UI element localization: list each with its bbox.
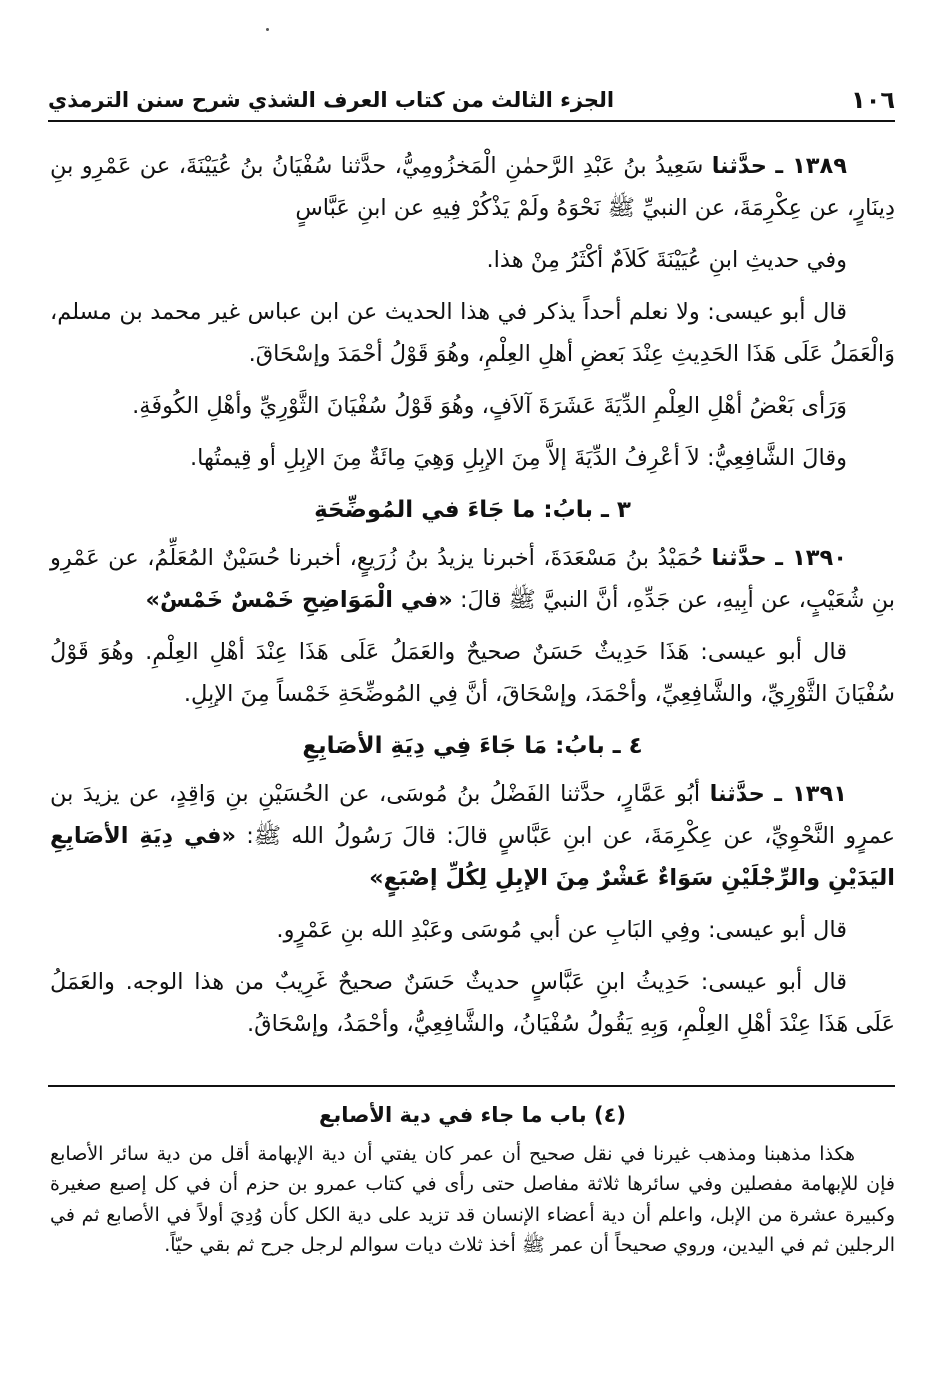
chapter-heading-4: ٤ ـ بابُ: مَا جَاءَ فِي دِيَةِ الأصَابِعِ	[302, 733, 643, 759]
chapter-heading-3: ٣ ـ بابُ: ما جَاءَ في المُوضِّحَةِ	[314, 497, 631, 523]
hadith-chain: أبُو عَمَّارٍ، حدَّثنا الفَضْلُ بنُ مُوسَى، عن الحُسَيْنِ بنِ وَاقِدٍ، عن يزيدَ بن عمرٍو النَّحْوِيِّ، عن عِكْرِمَةَ، عن ابنِ عَبَّاسٍ قالَ: قالَ رَسُولُ الله ﷺ:	[50, 781, 896, 849]
paragraph-9: قال أبو عيسى: وفِي البَابِ عن أبي مُوسَى وعَبْدِ الله بنِ عَمْرٍو.	[276, 917, 847, 943]
hadith-matn: «في الْمَوَاضِحِ خَمْسٌ خَمْسٌ»	[145, 587, 453, 613]
paragraph-3: قال أبو عيسى: ولا نعلم أحداً يذكر في هذا الحديث عن ابن عباس غير محمد بن مسلم، وَالْعَمَلُ عَلَى هَذَا الحَدِيثِ عِنْدَ بَعضِ أهلِ العِلْمِ، وهُوَ قَوْلُ أحْمَدَ وإسْحَاقَ.	[50, 299, 895, 367]
hadith-chain: حُمَيْدُ بنُ مَسْعَدَةَ، أخبرنا يزيدُ بنُ زُرَيعٍ، أخبرنا حُسَيْنٌ المُعَلِّمُ، عن عَمْرِو بنِ شُعَيْبٍ، عن أبِيهِ، عن جَدِّهِ، أنَّ النبيَّ ﷺ قالَ:	[50, 545, 895, 613]
paragraph-5: وقالَ الشَّافِعِيُّ: لاَ أعْرِفُ الدِّيَةَ إلاَّ مِنَ الإبِلِ وَهِيَ مِائَةٌ مِنَ الإبِلِ أو قِيمتُها.	[189, 445, 847, 471]
scan-speck	[266, 28, 269, 31]
running-title: الجزء الثالث من كتاب العرف الشذي شرح سنن الترمذي	[48, 88, 615, 112]
paragraph-7: قال أبو عيسى: هَذَا حَدِيثٌ حَسَنٌ صحيحٌ والعَمَلُ عَلَى هَذَا عِنْدَ أهْلِ العِلْمِ. وهُوَ قَوْلُ سُفْيَانَ الثَّوْرِيِّ، والشَّافِعِيِّ، وأحْمَدَ، وإسْحَاقَ، أنَّ فِي المُوضِّحَةِ خَمْساً مِنَ الإبِلِ.	[50, 639, 895, 707]
haddathana-label: حدَّثنا	[711, 153, 767, 179]
paragraph-4: وَرَأى بَعْضُ أهْلِ العِلْمِ الدِّيَةَ عَشَرَةَ آلاَفٍ، وهُوَ قَوْلُ سُفْيَانَ الثَّوْرِيِّ وأهْلِ الكُوفَةِ.	[132, 393, 847, 419]
hadith-chain: سَعِيدُ بنُ عَبْدِ الرَّحمٰنِ الْمَخزُومِيُّ، حدَّثنا سُفْيَانُ بنُ عُيَيْنَةَ، عن عَمْرِو بنِ دِينَارٍ، عن عِكْرِمَةَ، عن النبيِّ ﷺ نَحْوَهُ ولَمْ يَذْكُرْ فِيهِ عن ابنِ عَبَّاسٍ	[50, 153, 895, 221]
commentary-title: (٤) باب ما جاء في دية الأصابع	[318, 1103, 627, 1127]
haddathana-label: حدَّثنا	[709, 781, 765, 807]
page-number: ١٠٦	[851, 86, 895, 114]
haddathana-label: حدَّثنا	[711, 545, 767, 571]
hadith-matn: «في دِيَةِ الأصَابِعِ اليَدَيْنِ والرِّجْلَيْنِ سَوَاءٌ عَشْرٌ مِنَ الإبِلِ لِكُلِّ إصْبَعٍ»	[50, 823, 895, 891]
commentary-body: هكذا مذهبنا ومذهب غيرنا في نقل صحيح أن عمر كان يفتي أن دية الإبهامة أقل من دية سائر الأصابع فإن للإبهامة مفصلين وفي سائرها ثلاثة مفاصل حتى رأى في كتاب عمرو بن حزم أن في كل إصبع صغيرة وكبيرة عشرة من الإبل، واعلم أن دية أعضاء الإنسان قد تزيد على دية الكل كأن وُدِيَ أولاً في الأصابع ثم في الرجلين ثم في اليدين، وروي صحيحاً أن عمر ﷺ أخذ ثلاث ديات سوالم لرجل جرح ثم بقي حيّاً.	[50, 1142, 895, 1256]
footnote-divider	[48, 1085, 895, 1087]
main-text	[50, 145, 895, 1055]
page-header	[48, 80, 895, 122]
hadith-1390	[50, 537, 895, 621]
hadith-number: ١٣٩١ ـ	[774, 781, 847, 807]
hadith-1391	[50, 773, 895, 899]
commentary-section	[50, 1100, 895, 1261]
hadith-1389	[50, 145, 895, 229]
paragraph-2: وفي حديثِ ابنِ عُيَيْنَةَ كَلاَمٌ أكْثَرُ مِنْ هذا.	[486, 247, 847, 273]
hadith-number: ١٣٨٩ ـ	[775, 153, 848, 179]
paragraph-10: قال أبو عيسى: حَدِيثُ ابنِ عَبَّاسٍ حديثٌ حَسَنٌ صحيحٌ غَرِيبٌ من هذا الوجه. والعَمَلُ عَلَى هَذَا عِنْدَ أهْلِ العِلْمِ، وَبِهِ يَقُولُ سُفْيَانُ، والشَّافِعِيُّ، وأحْمَدُ، وإسْحَاقُ.	[50, 969, 895, 1037]
hadith-number: ١٣٩٠ ـ	[775, 545, 847, 571]
